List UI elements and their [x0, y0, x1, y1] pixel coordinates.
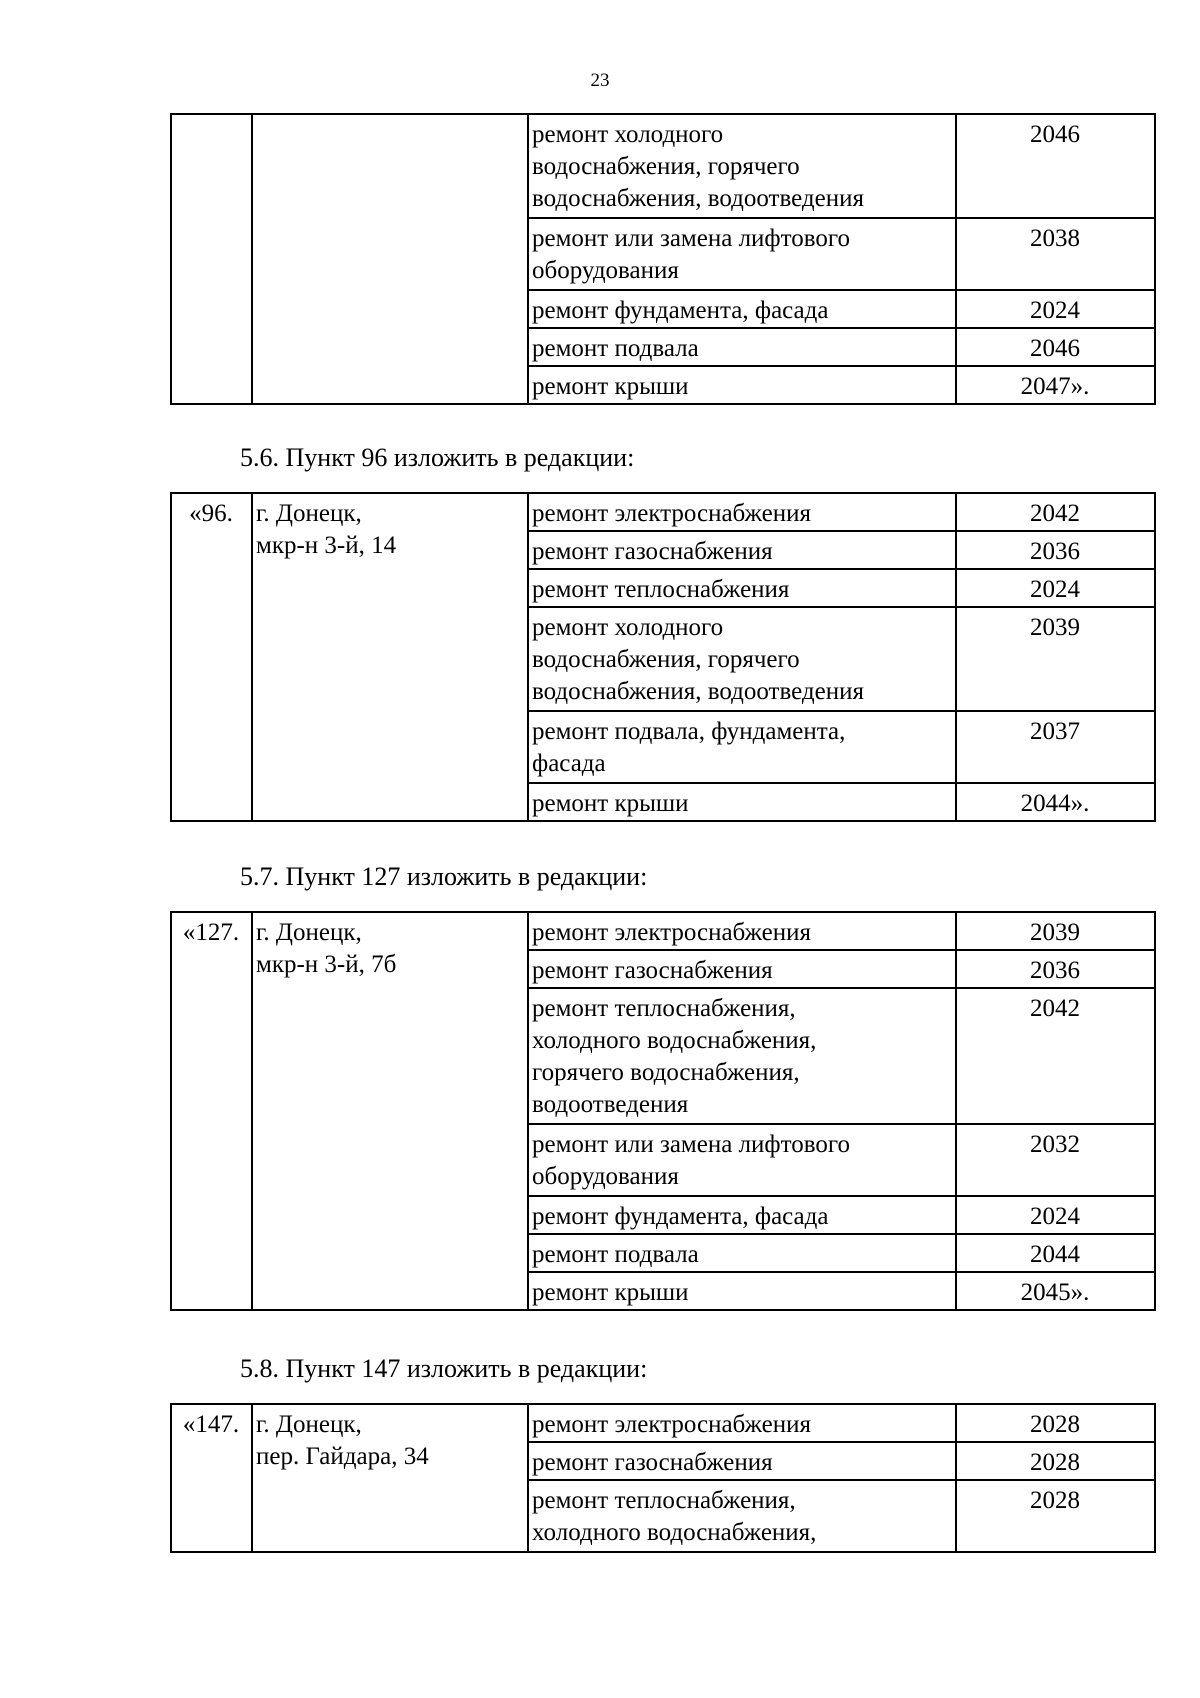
work-cell: ремонт крыши [528, 1272, 956, 1310]
address-cell [252, 114, 528, 404]
item-address: г. Донецк, мкр-н 3-й, 7б [252, 912, 528, 1310]
work-cell: ремонт электроснабжения [528, 1404, 956, 1442]
table-row [171, 493, 1155, 531]
page-number: 23 [590, 70, 610, 91]
item-address: г. Донецк, пер. Гайдара, 34 [252, 1404, 528, 1552]
year-cell: 2024 [956, 290, 1155, 328]
item-96-table [170, 492, 1156, 822]
table-row [171, 1404, 1155, 1442]
year-cell: 2028 [956, 1442, 1155, 1480]
section-heading: 5.7. Пункт 127 изложить в редакции: [240, 862, 648, 891]
year-cell: 2046 [956, 328, 1155, 366]
year-cell: 2038 [956, 218, 1155, 290]
year-cell: 2042 [956, 493, 1155, 531]
work-cell: ремонт теплоснабжения, холодного водоснабжения, горячего водоснабжения, водоотведения [528, 988, 956, 1124]
item-address: г. Донецк, мкр-н 3-й, 14 [252, 493, 528, 821]
work-cell: ремонт холодного водоснабжения, горячего водоснабжения, водоотведения [528, 114, 956, 218]
year-cell: 2042 [956, 988, 1155, 1124]
table-row [171, 912, 1155, 950]
work-cell: ремонт фундамента, фасада [528, 1196, 956, 1234]
year-cell: 2045». [956, 1272, 1155, 1310]
item-147-table [170, 1403, 1156, 1553]
work-cell: ремонт или замена лифтового оборудования [528, 218, 956, 290]
year-cell: 2024 [956, 569, 1155, 607]
year-cell: 2044». [956, 783, 1155, 821]
year-cell: 2037 [956, 711, 1155, 783]
year-cell: 2039 [956, 912, 1155, 950]
work-cell: ремонт электроснабжения [528, 493, 956, 531]
year-cell: 2039 [956, 607, 1155, 711]
work-cell: ремонт подвала [528, 328, 956, 366]
item-number: «127. [171, 912, 252, 1310]
work-cell: ремонт газоснабжения [528, 1442, 956, 1480]
item-number: «96. [171, 493, 252, 821]
work-cell: ремонт газоснабжения [528, 531, 956, 569]
year-cell: 2036 [956, 950, 1155, 988]
work-cell: ремонт или замена лифтового оборудования [528, 1124, 956, 1196]
work-cell: ремонт теплоснабжения, холодного водоснабжения, [528, 1480, 956, 1552]
section-heading: 5.8. Пункт 147 изложить в редакции: [240, 1354, 648, 1383]
year-cell: 2024 [956, 1196, 1155, 1234]
year-cell: 2028 [956, 1404, 1155, 1442]
year-cell: 2047». [956, 366, 1155, 404]
year-cell: 2044 [956, 1234, 1155, 1272]
section-heading: 5.6. Пункт 96 изложить в редакции: [240, 443, 635, 472]
year-cell: 2028 [956, 1480, 1155, 1552]
work-cell: ремонт газоснабжения [528, 950, 956, 988]
work-cell: ремонт подвала [528, 1234, 956, 1272]
work-cell: ремонт электроснабжения [528, 912, 956, 950]
continued-table [170, 113, 1156, 405]
year-cell: 2036 [956, 531, 1155, 569]
number-cell [171, 114, 252, 404]
year-cell: 2046 [956, 114, 1155, 218]
item-number: «147. [171, 1404, 252, 1552]
item-127-table [170, 911, 1156, 1311]
work-cell: ремонт фундамента, фасада [528, 290, 956, 328]
work-cell: ремонт крыши [528, 783, 956, 821]
work-cell: ремонт подвала, фундамента, фасада [528, 711, 956, 783]
work-cell: ремонт холодного водоснабжения, горячего водоснабжения, водоотведения [528, 607, 956, 711]
work-cell: ремонт теплоснабжения [528, 569, 956, 607]
year-cell: 2032 [956, 1124, 1155, 1196]
table-row [171, 114, 1155, 218]
work-cell: ремонт крыши [528, 366, 956, 404]
